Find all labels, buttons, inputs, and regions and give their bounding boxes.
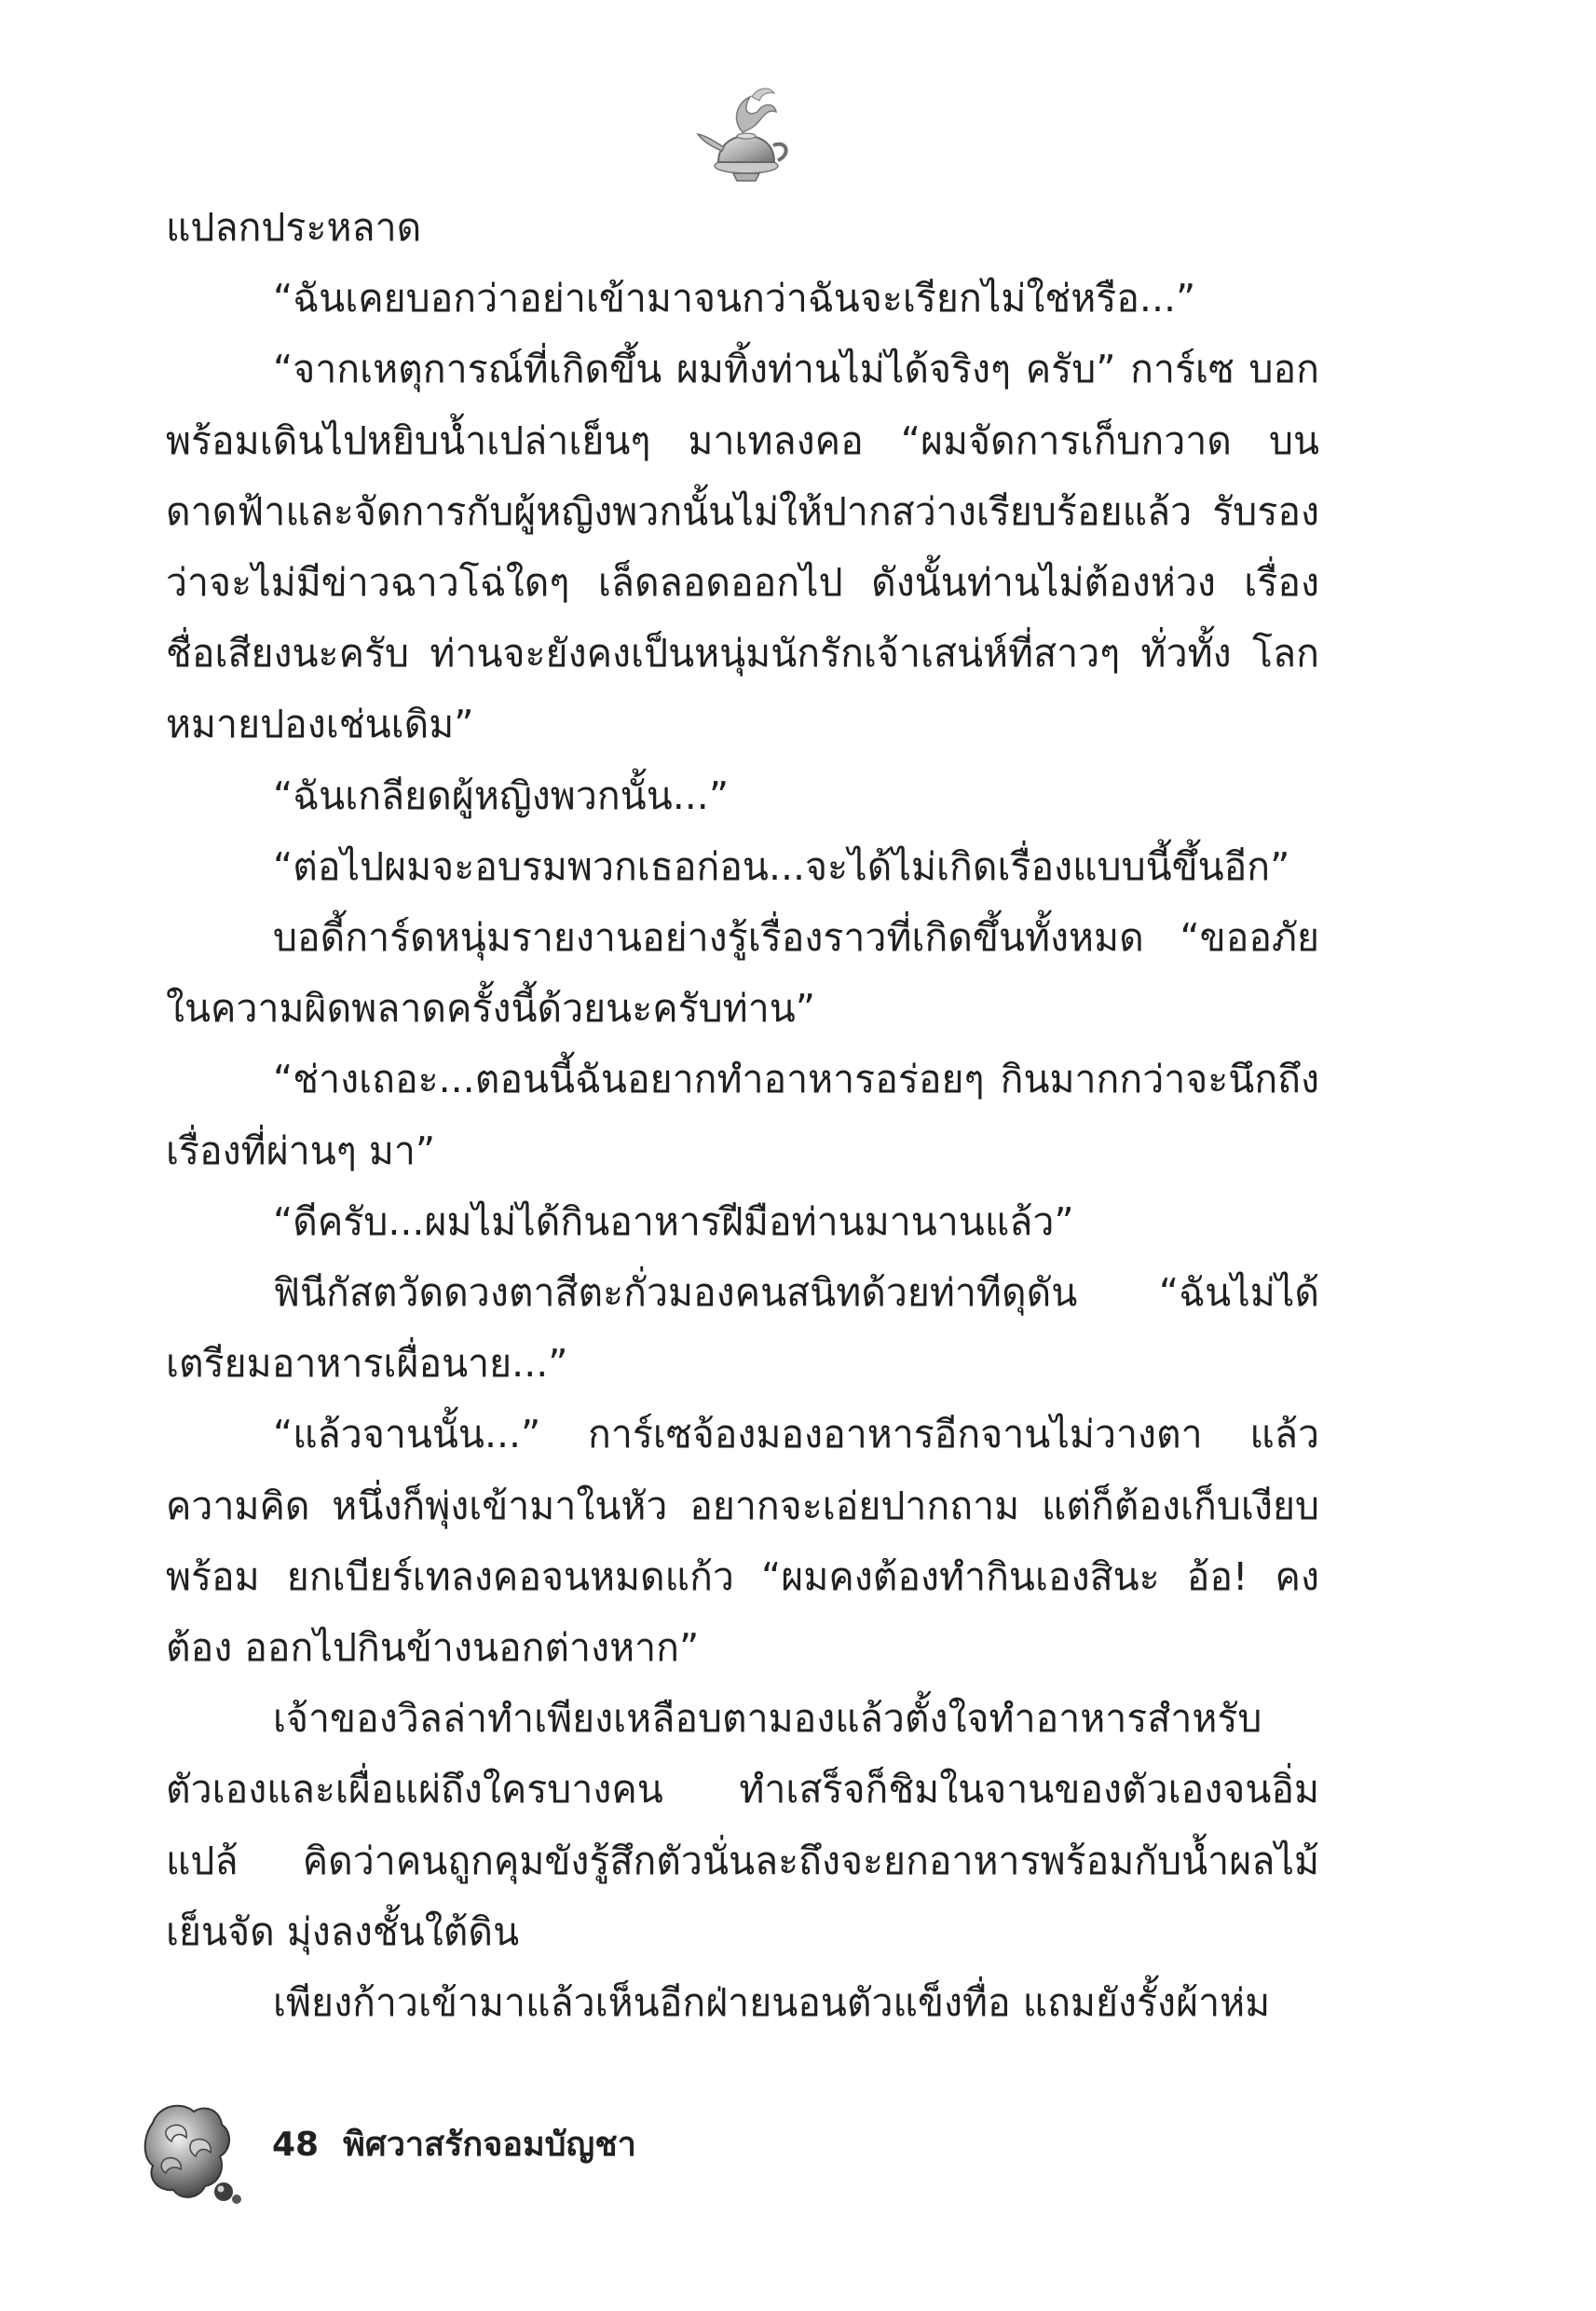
page-number: 48 (272, 2126, 320, 2164)
paragraph: “ฉันเคยบอกว่าอย่าเข้ามาจนกว่าฉันจะเรียกไม่ใช่หรือ...” (273, 276, 1196, 321)
paragraph: เพียงก้าวเข้ามาแล้วเห็นอีกฝ่ายนอนตัวแข็งทื่อ แถมยังรั้งผ้าห่ม (273, 1980, 1271, 2026)
book-title: พิศวาสรักจอมบัญชา (343, 2126, 636, 2164)
body-text (166, 192, 1319, 2038)
teapot-lamp-ornament-icon (685, 75, 806, 196)
paragraph: ฟินีกัสตวัดดวงตาสีตะกั่วมองคนสนิทด้วยท่าทีดุดัน “ฉันไม่ได้ เตรียมอาหารเผื่อนาย...” (166, 1270, 1319, 1387)
paragraph: “จากเหตุการณ์ที่เกิดขึ้น ผมทิ้งท่านไม่ได้จริงๆ ครับ” การ์เซ บอกพร้อมเดินไปหยิบน้ำเปล่าเย็นๆ มาเทลงคอ “ผมจัดการเก็บกวาด บนดาดฟ้าและจัดการกับผู้หญิงพวกนั้นไม่ให้ปากสว่างเรียบร้อยแล้ว รับรองว่าจะไม่มีข่าวฉาวโฉ่ใดๆ เล็ดลอดออกไป ดังนั้นท่านไม่ต้องห่วง เรื่องชื่อเสียงนะครับ ท่านจะยังคงเป็นหนุ่มนักรักเจ้าเสน่ห์ที่สาวๆ ทั่วทั้ง โลกหมายปองเช่นเดิม” (166, 347, 1319, 747)
paragraph: เจ้าของวิลล่าทำเพียงเหลือบตามองแล้วตั้งใจทำอาหารสำหรับ ตัวเองและเผื่อแผ่ถึงใครบางคน ทำเสร็จก็ชิมในจานของตัวเองจนอิ่มแปล้ คิดว่าคนถูกคุมขังรู้สึกตัวนั่นละถึงจะยกอาหารพร้อมกับน้ำผลไม้เย็นจัด มุ่งลงชั้นใต้ดิน (166, 1696, 1319, 1954)
decorative-figure-icon (140, 2095, 242, 2208)
paragraph: “แล้วจานนั้น...” การ์เซจ้องมองอาหารอีกจานไม่วางตา แล้วความคิด หนึ่งก็พุ่งเข้ามาในหัว อยากจะเอ่ยปากถาม แต่ก็ต้องเก็บเงียบพร้อม ยกเบียร์เทลงคอจนหมดแก้ว “ผมคงต้องทำกินเองสินะ อ้อ! คงต้อง ออกไปกินข้างนอกต่างหาก” (166, 1412, 1319, 1671)
paragraph: “ช่างเถอะ...ตอนนี้ฉันอยากทำอาหารอร่อยๆ กินมากกว่าจะนึกถึง เรื่องที่ผ่านๆ มา” (166, 1057, 1319, 1173)
paragraph: “ฉันเกลียดผู้หญิงพวกนั้น...” (273, 773, 730, 818)
paragraph: “ดีครับ...ผมไม่ได้กินอาหารฝีมือท่านมานานแล้ว” (273, 1198, 1074, 1244)
page-footer (272, 2117, 636, 2170)
paragraph: บอดี้การ์ดหนุ่มรายงานอย่างรู้เรื่องราวที่เกิดขึ้นทั้งหมด “ขออภัย ในความผิดพลาดครั้งนี้ด้วยนะครับท่าน” (166, 915, 1319, 1032)
paragraph: “ต่อไปผมจะอบรมพวกเธอก่อน...จะได้ไม่เกิดเรื่องแบบนี้ขึ้นอีก” (273, 843, 1290, 889)
paragraph: แปลกประหลาด (166, 205, 422, 250)
